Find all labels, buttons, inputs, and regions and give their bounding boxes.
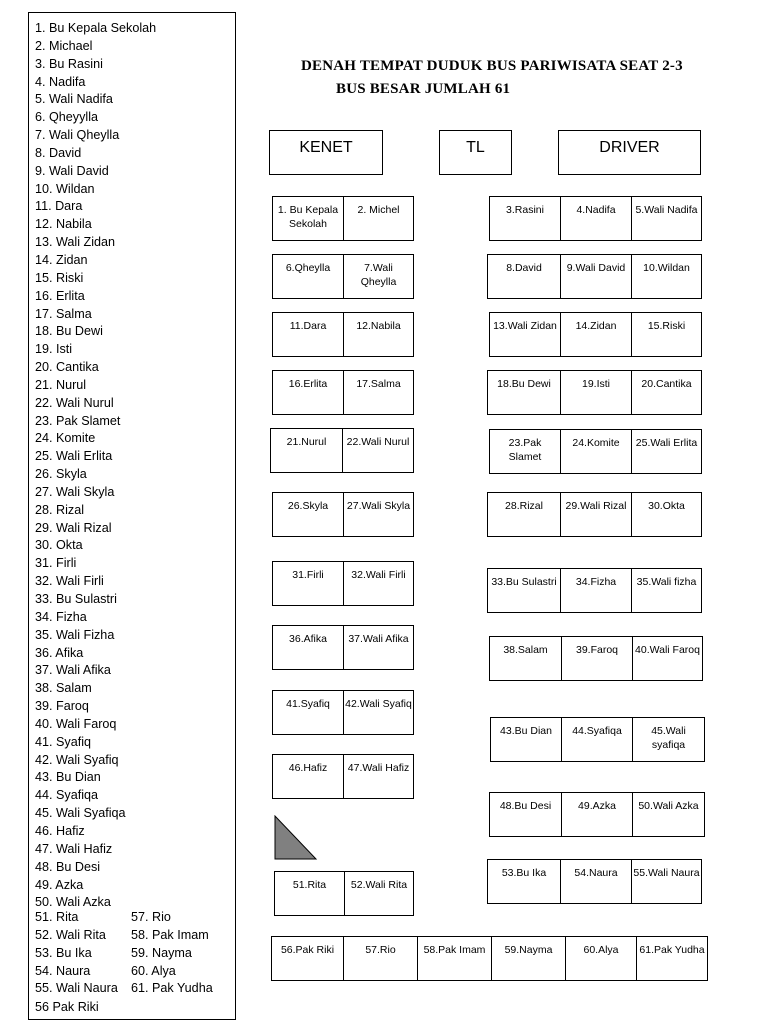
page-subtitle: BUS BESAR JUMLAH 61	[336, 81, 511, 97]
seat-57	[343, 936, 418, 981]
seat-label: 47.Wali Hafiz	[347, 762, 410, 774]
seat-25	[631, 429, 702, 474]
list-item: 8. David	[35, 145, 82, 160]
seat-9	[560, 254, 632, 299]
passenger-list-pairs	[35, 909, 235, 998]
seat-label: 6.Qheylla	[285, 262, 331, 274]
seat-label: 15.Riski	[647, 320, 686, 332]
seat-38	[489, 636, 562, 681]
list-item: 54. Naura	[35, 963, 91, 978]
seat-label: 26.Skyla	[287, 500, 329, 512]
seat-28	[487, 492, 561, 537]
seat-51	[274, 871, 345, 916]
list-item: 15. Riski	[35, 270, 84, 285]
seat-56	[271, 936, 344, 981]
seat-label: 49.Azka	[578, 800, 616, 812]
seat-53	[487, 859, 561, 904]
passenger-list	[28, 12, 236, 1020]
seat-5	[631, 196, 702, 241]
seat-49	[561, 792, 633, 837]
seat-35	[631, 568, 702, 613]
seat-58	[417, 936, 492, 981]
seat-61	[636, 936, 708, 981]
list-item: 18. Bu Dewi	[35, 324, 103, 339]
seat-label: 33.Bu Sulastri	[491, 576, 557, 588]
seat-label: 8.David	[506, 262, 542, 274]
seat-label: 27.Wali Skyla	[346, 500, 411, 512]
list-item: 57. Rio	[131, 910, 171, 924]
list-item: 39. Faroq	[35, 699, 89, 714]
list-item: 4. Nadifa	[35, 74, 86, 89]
seat-20	[631, 370, 702, 415]
seat-label: 29.Wali Rizal	[565, 500, 627, 512]
list-item: 34. Fizha	[35, 609, 87, 624]
seat-2	[343, 196, 414, 241]
seat-48	[489, 792, 562, 837]
seat-40	[632, 636, 703, 681]
seat-label: 52.Wali Rita	[350, 879, 408, 891]
seat-label: 56.Pak Riki	[280, 944, 335, 956]
seat-label: 44.Syafiqa	[572, 725, 622, 737]
seat-label: 11.Dara	[289, 320, 327, 332]
seat-55	[631, 859, 702, 904]
list-item: 19. Isti	[35, 342, 73, 357]
seat-26	[272, 492, 344, 537]
door-triangle-icon	[274, 815, 318, 861]
list-item: 12. Nabila	[35, 217, 92, 232]
list-item: 30. Okta	[35, 538, 83, 553]
seat-label: 35.Wali fizha	[636, 576, 697, 588]
list-item: 2. Michael	[35, 38, 93, 53]
list-item-pair	[35, 927, 235, 945]
seat-label: 51.Rita	[292, 879, 327, 891]
seat-label: 40.Wali Faroq	[635, 644, 700, 656]
list-item: 23. Pak Slamet	[35, 413, 121, 428]
list-item: 28. Rizal	[35, 502, 84, 517]
seat-10	[631, 254, 702, 299]
list-item: 26. Skyla	[35, 467, 87, 482]
seat-label: 17.Salma	[356, 378, 401, 390]
seat-label: 61.Pak Yudha	[639, 944, 705, 956]
list-item: 49. Azka	[35, 877, 84, 892]
list-item: 14. Zidan	[35, 252, 88, 267]
seat-label: 37.Wali Afika	[348, 633, 409, 645]
seat-42	[343, 690, 414, 735]
seat-label: 46.Hafiz	[288, 762, 328, 774]
seat-label: 34.Fizha	[575, 576, 617, 588]
list-item: 16. Erlita	[35, 288, 85, 303]
list-item: 21. Nurul	[35, 377, 87, 392]
list-item: 11. Dara	[35, 199, 83, 214]
list-item: 27. Wali Skyla	[35, 484, 115, 499]
seat-6	[272, 254, 344, 299]
seat-14	[560, 312, 632, 357]
seat-label: 19.Isti	[581, 378, 610, 390]
seat-39	[561, 636, 633, 681]
list-item: 20. Cantika	[35, 360, 99, 375]
seat-label: 31.Firli	[292, 569, 324, 581]
seat-12	[343, 312, 414, 357]
list-item: 53. Bu Ika	[35, 945, 92, 960]
seat-label: 20.Cantika	[641, 378, 692, 390]
seat-15	[631, 312, 702, 357]
list-item: 36. Afika	[35, 645, 84, 660]
seat-16	[272, 370, 344, 415]
list-item-pair	[35, 963, 235, 981]
seat-label: 24.Komite	[572, 437, 620, 449]
seat-27	[343, 492, 414, 537]
seat-17	[343, 370, 414, 415]
seat-4	[560, 196, 632, 241]
seat-label: 14.Zidan	[575, 320, 617, 332]
list-item: 51. Rita	[35, 910, 79, 924]
list-item: 58. Pak Imam	[131, 927, 209, 942]
seat-label: 3.Rasini	[506, 204, 544, 216]
list-item: 6. Qheyylla	[35, 110, 98, 125]
seat-52	[344, 871, 414, 916]
list-item: 17. Salma	[35, 306, 92, 321]
seat-60	[565, 936, 637, 981]
list-item: 44. Syafiqa	[35, 788, 99, 803]
list-item: 32. Wali Firli	[35, 574, 104, 589]
passenger-list-last: 56 Pak Riki	[35, 1000, 99, 1014]
seat-11	[272, 312, 344, 357]
seat-36	[272, 625, 344, 670]
list-item: 33. Bu Sulastri	[35, 592, 117, 606]
seat-21	[270, 428, 343, 473]
list-item-pair	[35, 980, 235, 998]
list-item: 50. Wali Azka	[35, 895, 111, 910]
seat-label: 54.Naura	[574, 867, 618, 879]
list-item: 45. Wali Syafiqa	[35, 806, 126, 821]
seat-label: 5.Wali Nadifa	[635, 204, 698, 216]
seat-label: 7.Wali Qheylla	[360, 262, 397, 288]
seat-label: 38.Salam	[503, 644, 548, 656]
seat-37	[343, 625, 414, 670]
seat-13	[489, 312, 561, 357]
list-item: 38. Salam	[35, 681, 92, 696]
seat-22	[342, 428, 414, 473]
seat-43	[490, 717, 562, 762]
list-item: 22. Wali Nurul	[35, 395, 114, 410]
seat-label: 43.Bu Dian	[500, 725, 552, 737]
list-item: 1. Bu Kepala Sekolah	[35, 21, 157, 35]
list-item: 13. Wali Zidan	[35, 235, 116, 250]
seat-label: 2. Michel	[357, 204, 400, 216]
seat-46	[272, 754, 344, 799]
list-item: 25. Wali Erlita	[35, 449, 113, 464]
seat-30	[631, 492, 702, 537]
list-item: 52. Wali Rita	[35, 927, 106, 942]
seat-31	[272, 561, 344, 606]
seat-label: 39.Faroq	[575, 644, 619, 656]
seat-label: 42.Wali Syafiq	[345, 698, 412, 710]
seat-label: 23.Pak Slamet	[508, 437, 542, 463]
list-item: 29. Wali Rizal	[35, 520, 112, 535]
seat-label: 4.Nadifa	[576, 204, 616, 216]
list-item: 46. Hafiz	[35, 823, 85, 838]
driver-box: DRIVER	[558, 130, 701, 175]
seat-label: 25.Wali Erlita	[635, 437, 698, 449]
seat-3	[489, 196, 561, 241]
list-item: 61. Pak Yudha	[131, 981, 213, 996]
seat-label: 36.Afika	[289, 633, 327, 645]
list-item: 5. Wali Nadifa	[35, 92, 113, 107]
seat-label: 41.Syafiq	[286, 698, 330, 710]
seat-label: 45.Wali syafiqa	[651, 725, 686, 751]
seat-label: 30.Okta	[648, 500, 685, 512]
list-item: 41. Syafiq	[35, 734, 92, 749]
seat-59	[491, 936, 566, 981]
list-item: 37. Wali Afika	[35, 663, 111, 678]
seat-50	[632, 792, 705, 837]
list-item: 9. Wali David	[35, 163, 109, 178]
seat-45	[632, 717, 705, 762]
list-item: 7. Wali Qheylla	[35, 128, 120, 143]
seat-label: 50.Wali Azka	[638, 800, 699, 812]
list-item: 31. Firli	[35, 556, 77, 571]
seat-41	[272, 690, 344, 735]
seat-54	[560, 859, 632, 904]
seat-label: 60.Alya	[583, 944, 619, 956]
passenger-list-items	[35, 20, 156, 912]
seat-label: 48.Bu Desi	[499, 800, 552, 812]
seat-19	[560, 370, 632, 415]
seat-label: 53.Bu Ika	[501, 867, 547, 879]
list-item-pair	[35, 909, 235, 927]
seat-1	[272, 196, 344, 241]
seat-label: 28.Rizal	[505, 500, 543, 512]
seat-label: 55.Wali Naura	[633, 867, 700, 879]
seat-label: 16.Erlita	[288, 378, 328, 390]
seat-label: 10.Wildan	[643, 262, 690, 274]
seat-7	[343, 254, 414, 299]
seat-23	[489, 429, 561, 474]
list-item: 40. Wali Faroq	[35, 716, 117, 731]
seat-29	[560, 492, 632, 537]
seat-32	[343, 561, 414, 606]
seat-label: 13.Wali Zidan	[493, 320, 557, 332]
seat-label: 32.Wali Firli	[351, 569, 406, 581]
list-item: 42. Wali Syafiq	[35, 752, 119, 767]
seat-18	[487, 370, 561, 415]
seat-label: 1. Bu Kepala Sekolah	[277, 204, 339, 230]
seat-label: 12.Nabila	[356, 320, 401, 332]
list-item: 35. Wali Fizha	[35, 627, 115, 642]
seat-label: 22.Wali Nurul	[346, 436, 410, 448]
list-item: 43. Bu Dian	[35, 770, 101, 785]
seat-label: 57.Rio	[365, 944, 396, 956]
seat-47	[343, 754, 414, 799]
list-item-pair	[35, 945, 235, 963]
list-item: 60. Alya	[131, 963, 176, 978]
seat-label: 59.Nayma	[504, 944, 553, 956]
list-item: 55. Wali Naura	[35, 981, 118, 996]
seat-label: 9.Wali David	[566, 262, 626, 274]
seat-34	[560, 568, 632, 613]
seat-33	[487, 568, 561, 613]
seat-44	[561, 717, 633, 762]
seat-8	[487, 254, 561, 299]
tl-box: TL	[439, 130, 512, 175]
page-title: DENAH TEMPAT DUDUK BUS PARIWISATA SEAT 2-3	[301, 58, 683, 74]
kenet-box: KENET	[269, 130, 383, 175]
seat-label: 21.Nurul	[286, 436, 327, 448]
list-item: 24. Komite	[35, 431, 96, 446]
list-item: 47. Wali Hafiz	[35, 841, 113, 856]
seat-label: 58.Pak Imam	[423, 944, 486, 956]
seat-24	[560, 429, 632, 474]
list-item: 3. Bu Rasini	[35, 56, 103, 71]
seat-label: 18.Bu Dewi	[497, 378, 551, 390]
list-item: 59. Nayma	[131, 945, 192, 960]
list-item: 10. Wildan	[35, 181, 95, 196]
list-item: 48. Bu Desi	[35, 859, 101, 874]
